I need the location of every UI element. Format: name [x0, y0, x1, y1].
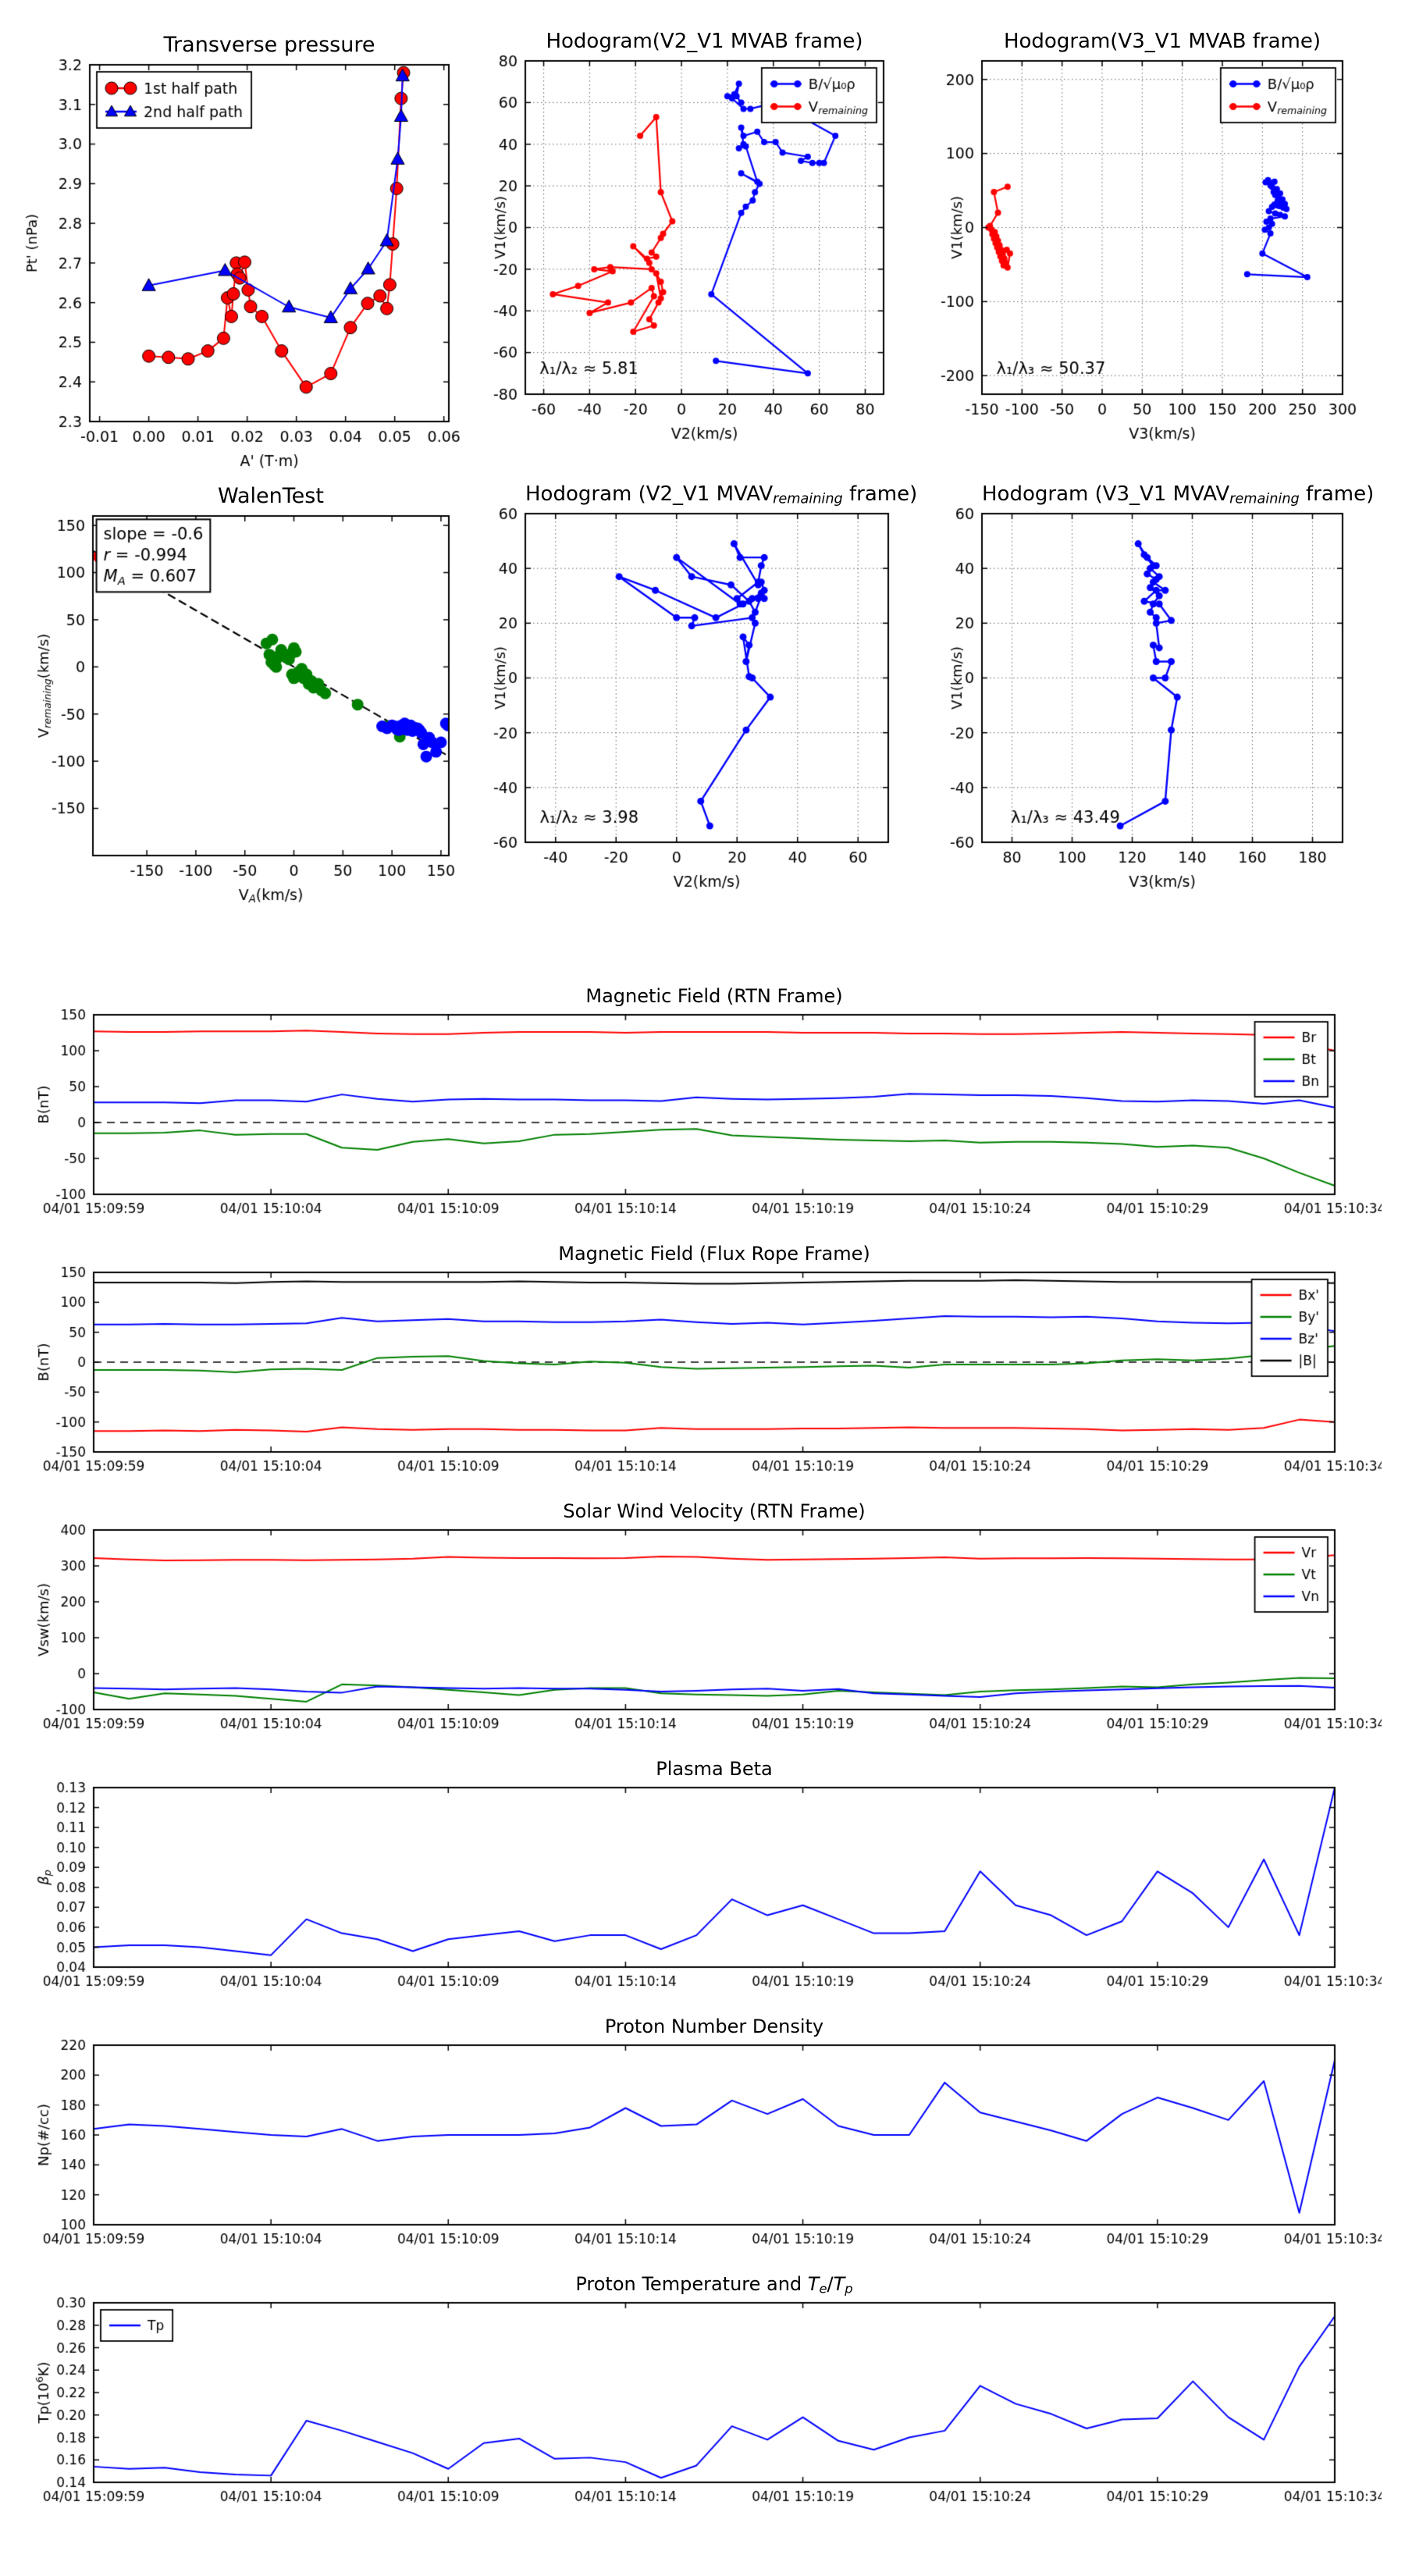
walen-test-canvas: [23, 468, 461, 906]
chart-title: Hodogram(V3_V1 MVAB frame): [1003, 30, 1321, 53]
chart-title: Hodogram(V2_V1 MVAB frame): [546, 30, 863, 53]
proton-temperature-canvas: [23, 2260, 1382, 2553]
panel-hodogram-v2v1-mvav: [480, 468, 918, 906]
panel-magnetic-field-flux-rope: [23, 1229, 1382, 1487]
panel-proton-temperature: [23, 2260, 1382, 2553]
panel-solar-wind-velocity: [23, 1487, 1382, 1745]
hodogram-v3v1-mvab-canvas: [937, 12, 1362, 468]
hodogram-v3v1-mvav-canvas: [937, 468, 1375, 906]
plasma-beta-canvas: [23, 1745, 1382, 2002]
transverse-pressure-canvas: [12, 12, 468, 468]
panel-magnetic-field-rtn: [23, 972, 1382, 1229]
chart-title: Plasma Beta: [656, 1758, 773, 1780]
magnetic-field-rtn-canvas: [23, 972, 1382, 1229]
panel-hodogram-v3v1-mvav: [937, 468, 1375, 906]
panel-hodogram-v3v1-mvab: [937, 12, 1362, 468]
panel-walen-test: [23, 468, 461, 906]
panel-proton-number-density: [23, 2002, 1382, 2260]
chart-title: Transverse pressure: [163, 33, 375, 57]
hodogram-v2v1-mvav-canvas: [480, 468, 918, 906]
chart-title: Solar Wind Velocity (RTN Frame): [563, 1500, 866, 1522]
panel-transverse-pressure: [12, 12, 468, 468]
magnetic-field-flux-rope-canvas: [23, 1229, 1382, 1487]
panel-plasma-beta: [23, 1745, 1382, 2002]
chart-title: Magnetic Field (Flux Rope Frame): [558, 1243, 870, 1265]
chart-title: Hodogram (V3_V1 MVAVremaining frame): [982, 482, 1375, 507]
chart-title: Proton Number Density: [604, 2016, 824, 2037]
panel-hodogram-v2v1-mvab: [480, 12, 902, 468]
proton-number-density-canvas: [23, 2002, 1382, 2260]
chart-title: Proton Temperature and Te/Tp: [575, 2273, 853, 2297]
solar-wind-velocity-canvas: [23, 1487, 1382, 1745]
chart-title: Magnetic Field (RTN Frame): [585, 985, 843, 1007]
chart-title: Hodogram (V2_V1 MVAVremaining frame): [525, 482, 918, 507]
chart-title: WalenTest: [218, 484, 324, 508]
hodogram-v2v1-mvab-canvas: [480, 12, 902, 468]
